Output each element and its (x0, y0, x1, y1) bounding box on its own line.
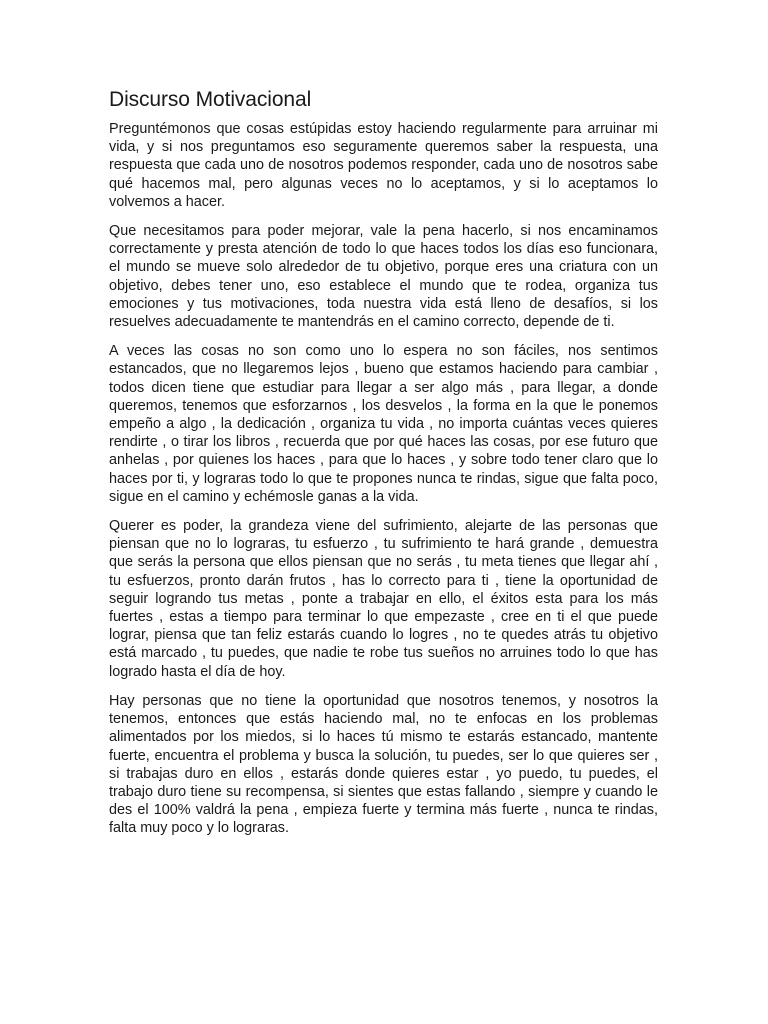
paragraph-4: Querer es poder, la grandeza viene del sufrimiento, alejarte de las personas que piensan que no lo lograras, tu esfuerzo , tu sufrimiento te hará grande , demuestra que serás la persona que ellos piensan que no serás , tu meta tienes que llegar ahí , tu esfuerzos, pronto darán frutos , has lo correcto para ti , tiene la oportunidad de seguir logrando tus metas , ponte a trabajar en ello, el éxitos esta para los más fuertes , estas a tiempo para terminar lo que empezaste , cree en ti el que puede lograr, piensa que tan feliz estarás cuando lo logres , no te quedes atrás tu objetivo está marcado , tu puedes, que nadie te robe tus sueños no arruines todo lo que has logrado hasta el día de hoy. (109, 518, 658, 680)
paragraph-2: Que necesitamos para poder mejorar, vale la pena hacerlo, si nos encaminamos correctamente y presta atención de todo lo que haces todos los días eso funcionara, el mundo se mueve solo alrededor de tu objetivo, porque eres una criatura con un objetivo, debes tener uno, eso establece el mundo que te rodea, organiza tus emociones y tus motivaciones, toda nuestra vida está lleno de desafíos, si los resuelves adecuadamente te mantendrás en el camino correcto, depende de ti. (109, 223, 658, 331)
document-body (109, 86, 658, 849)
paragraph-1: Preguntémonos que cosas estúpidas estoy haciendo regularmente para arruinar mi vida, y si nos preguntamos eso seguramente queremos saber la respuesta, una respuesta que cada uno de nosotros podemos responder, cada uno de nosotros sabe qué hacemos mal, pero algunas veces no lo aceptamos, y si lo aceptamos lo volvemos a hacer. (109, 121, 658, 210)
paragraph-3: A veces las cosas no son como uno lo espera no son fáciles, nos sentimos estancados, que no llegaremos lejos , bueno que estamos haciendo para cambiar , todos dicen tiene que estudiar para llegar a ser algo más , para llegar, a donde queremos, tenemos que esforzarnos , los desvelos , la forma en la que le ponemos empeño a algo , la dedicación , organiza tu vida , no importa cuántas veces quieres rendirte , o tirar los libros , recuerda que por qué haces las cosas, por ese futuro que anhelas , por quienes los haces , para que lo haces , y sobre todo tener claro que lo haces por ti, y lograras todo lo que te propones nunca te rindas, sigue que falta poco, sigue en el camino y echémosle ganas a la vida. (109, 343, 658, 505)
document-title: Discurso Motivacional (109, 88, 312, 111)
paragraph-5: Hay personas que no tiene la oportunidad que nosotros tenemos, y nosotros la tenemos, entonces que estás haciendo mal, no te enfocas en los problemas alimentados por los miedos, si lo haces tú mismo te estarás estancado, mantente fuerte, encuentra el problema y busca la solución, tu puedes, ser lo que quieres ser , si trabajas duro en ellos , estarás donde quieres estar , yo puedo, tu puedes, el trabajo duro tiene su recompensa, si sientes que estas fallando , siempre y cuando le des el 100% valdrá la pena , empieza fuerte y termina más fuerte , nunca te rindas, falta muy poco y lo lograras. (109, 692, 658, 837)
